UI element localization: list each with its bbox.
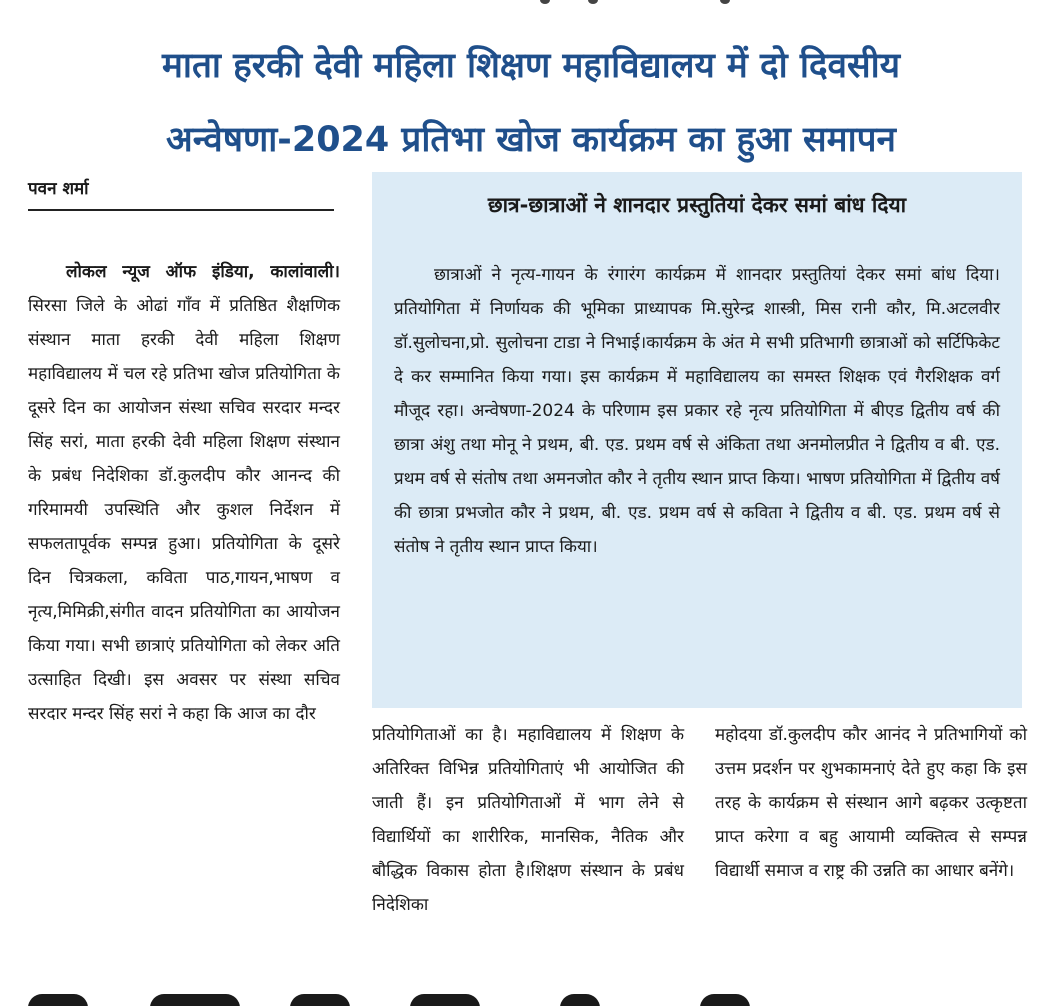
next-article-headline-fragment <box>0 990 1062 1006</box>
highlight-box-text: छात्राओं ने नृत्य-गायन के रंगारंग कार्यक्रम में शानदार प्रस्तुतियां देकर समां बांध दिया। प्रतियोगिता में निर्णायक की भूमिका प्राध्यापक मि.सुरेन्द्र शास्त्री, मिस रानी कौर, मि.अटलवीर डॉ.सुलोचना,प्रो. सुलोचना टाडा ने निभाई।कार्यक्रम के अंत मे सभी प्रतिभागी छात्राओं को सर्टिफिकेट दे कर सम्मानित किया गया। इस कार्यक्रम में महाविद्यालय का समस्त शिक्षक एवं गैरशिक्षक वर्ग मौजूद रहा। अन्वेषणा-2024 के परिणाम इस प्रकार रहे नृत्य प्रतियोगिता में बीएड द्वितीय वर्ष की छात्रा अंशु तथा मोनू ने प्रथम, बी. एड. प्रथम वर्ष से अंकिता तथा अनमोलप्रीत ने द्वितीय व बी. एड. प्रथम वर्ष से संतोष तथा अमनजोत कौर ने तृतीय स्थान प्राप्त किया। भाषण प्रतियोगिता में द्वितीय वर्ष की छात्रा प्रभजोत कौर ने प्रथम, बी. एड. प्रथम वर्ष से कविता ने द्वितीय व बी. एड. प्रथम वर्ष से संतोष ने तृतीय स्थान प्राप्त किया। <box>394 265 1000 557</box>
right-column-text: महोदया डॉ.कुलदीप कौर आनंद ने प्रतिभागियों को उत्तम प्रदर्शन पर शुभकामनाएं देते हुए कहा कि इस तरह के कार्यक्रम से संस्थान आगे बढ़कर उत्कृष्टता प्राप्त करेगा व बहु आयामी व्यक्तित्व से सम्पन्न विद्यार्थी समाज व राष्ट्र की उन्नति का आधार बनेंगे। <box>715 725 1027 881</box>
dateline: लोकल न्यूज ऑफ इंडिया, कालांवाली। <box>66 262 340 282</box>
byline: पवन शर्मा <box>28 176 334 211</box>
highlight-box <box>372 172 1022 708</box>
top-edge-marks <box>0 0 1062 8</box>
highlight-box-heading: छात्र-छात्राओं ने शानदार प्रस्तुतियां देकर समां बांध दिया <box>487 193 907 217</box>
headline-line-2: अन्वेषणा-2024 प्रतिभा खोज कार्यक्रम का हुआ समापन <box>166 120 896 160</box>
left-column <box>28 255 340 731</box>
left-column-paragraph <box>28 255 340 731</box>
middle-column-text: प्रतियोगिताओं का है। महाविद्यालय में शिक्षण के अतिरिक्त विभिन्न प्रतियोगिताएं भी आयोजित की जाती हैं। इन प्रतियोगिताओं में भाग लेने से विद्यार्थियों का शारीरिक, मानसिक, नैतिक और बौद्धिक विकास होता है।शिक्षण संस्थान के प्रबंध निदेशिका <box>372 725 684 915</box>
left-column-text: सिरसा जिले के ओढां गाँव में प्रतिष्ठित शैक्षणिक संस्थान माता हरकी देवी महिला शिक्षण महाविद्यालय में चल रहे प्रतिभा खोज प्रतियोगिता के दूसरे दिन का आयोजन संस्था सचिव सरदार मन्दर सिंह सरां, माता हरकी देवी महिला शिक्षण संस्थान के प्रबंध निदेशिका डॉ.कुलदीप कौर आनन्द की गरिमामयी उपस्थिति और कुशल निर्देशन में सफलतापूर्वक सम्पन्न हुआ। प्रतियोगिता के दूसरे दिन चित्रकला, कविता पाठ,गायन,भाषण व नृत्य,मिमिक्री,संगीत वादन प्रतियोगिता का आयोजन किया गया। सभी छात्राएं प्रतियोगिता को लेकर अति उत्साहित दिखी। इस अवसर पर संस्था सचिव सरदार मन्दर सिंह सरां ने कहा कि आज का दौर <box>28 296 340 724</box>
headline-line-1: माता हरकी देवी महिला शिक्षण महाविद्यालय में दो दिवसीय <box>161 46 901 86</box>
